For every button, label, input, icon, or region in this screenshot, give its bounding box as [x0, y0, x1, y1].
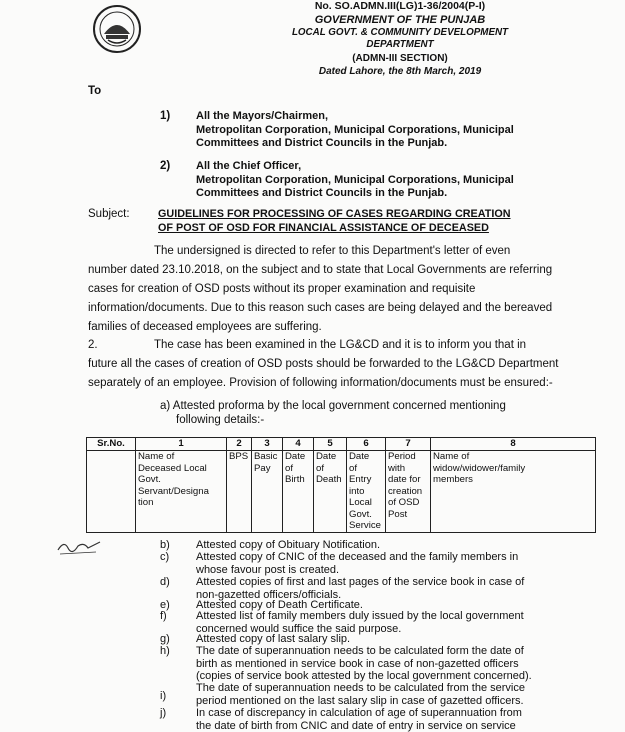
subject-text: GUIDELINES FOR PROCESSING OF CASES REGARDING CREATION OF POST OF OSD FOR FINANCIAL ASSISTANCE OF DECEASED	[158, 208, 511, 234]
item-f: Attested list of family members duly issued by the local government concerned would suffice the said purpose.	[196, 610, 524, 635]
item-d: Attested copies of first and last pages of the service book in case of non-gazetted officers/officials.	[196, 576, 525, 601]
addressee-2-number: 2)	[160, 160, 171, 172]
item-h-continued: The date of superannuation needs to be calculated from the service period mentioned on the last salary slip in case of gazetted officers.	[196, 682, 525, 707]
table-header-cell: 1	[136, 438, 227, 451]
subject-label: Subject:	[88, 208, 130, 220]
item-b-label: b)	[160, 539, 170, 551]
item-g-label: g)	[160, 633, 170, 645]
table-header-cell: 7	[386, 438, 431, 451]
date-line: Dated Lahore, the 8th March, 2019	[318, 66, 482, 77]
department-line-1: LOCAL GOVT. & COMMUNITY DEVELOPMENT	[291, 27, 509, 38]
paragraph-2-number: 2.	[88, 339, 98, 351]
table-header-row	[87, 438, 596, 451]
item-c-label: c)	[160, 551, 170, 563]
department-line-2: DEPARTMENT	[366, 39, 434, 50]
handwritten-signature	[56, 536, 102, 556]
item-j-label: j)	[160, 707, 167, 719]
item-g: Attested copy of last salary slip.	[196, 633, 351, 645]
table-cell: Date of Entry into Local Govt. Service	[347, 451, 386, 533]
table-header-cell: 6	[347, 438, 386, 451]
details-table	[86, 437, 596, 533]
reference-number: No. SO.ADMN.III(LG)1-36/2004(P-I)	[314, 0, 486, 12]
item-i-label: i)	[160, 690, 167, 702]
item-b: Attested copy of Obituary Notification.	[196, 539, 381, 551]
table-cell: Basic Pay	[252, 451, 283, 533]
government-title: GOVERNMENT OF THE PUNJAB	[314, 14, 486, 26]
item-d-label: d)	[160, 576, 170, 588]
table-row	[87, 451, 596, 533]
to-label: To	[88, 85, 102, 97]
item-h: The date of superannuation needs to be calculated form the date of birth as mentioned in service book in case of non-gazetted officers (copies of service book attested by the local government concerned).	[196, 645, 532, 682]
table-header-cell: 3	[252, 438, 283, 451]
item-f-label: f)	[160, 610, 167, 622]
section-name: (ADMN-III SECTION)	[352, 53, 448, 64]
punjab-government-logo	[92, 4, 142, 54]
table-header-cell: 8	[431, 438, 596, 451]
paragraph-1: The undersigned is directed to refer to this Department's letter of even number dated 23.10.2018, on the subject and to state that Local Governments are referring cases for creation of OSD posts without its proper examination and requisite information/documents. Due to this reason such cases are being delayed and the bereaved families of deceased employees are suffering.	[88, 245, 553, 333]
table-header-cell: 2	[227, 438, 252, 451]
table-cell: Date of Birth	[283, 451, 314, 533]
table-cell: Name of Deceased Local Govt. Servant/Designa tion	[136, 451, 227, 533]
table-header-cell: 4	[283, 438, 314, 451]
table-cell: Name of widow/widower/family members	[431, 451, 596, 533]
paragraph-2: The case has been examined in the LG&CD and it is to inform you that in future all the cases of creation of OSD posts should be forwarded to the LG&CD Department separately of an employee. Provision of following information/documents must be ensured:-	[88, 339, 559, 389]
addressee-1-number: 1)	[160, 110, 171, 122]
item-h-label: h)	[160, 645, 170, 657]
table-header-cell: Sr.No.	[87, 438, 136, 451]
table-cell: BPS	[227, 451, 252, 533]
item-c: Attested copy of CNIC of the deceased and the family members in whose favour post is created.	[196, 551, 519, 576]
item-e: Attested copy of Death Certificate.	[196, 599, 363, 611]
addressee-2: All the Chief Officer, Metropolitan Corporation, Municipal Corporations, Municipal Committees and District Councils in the Punjab.	[196, 160, 514, 199]
item-e-label: e)	[160, 599, 170, 611]
table-cell	[87, 451, 136, 533]
table-header-cell: 5	[314, 438, 347, 451]
addressee-1: All the Mayors/Chairmen, Metropolitan Corporation, Municipal Corporations, Municipal Committees and District Councils in the Punjab.	[196, 110, 514, 149]
item-j: In case of discrepancy in calculation of age of superannuation from the date of birth from CNIC and date of entry in service on service	[196, 707, 522, 732]
table-cell: Date of Death	[314, 451, 347, 533]
item-a: a) Attested proforma by the local government concerned mentioning following details:-	[160, 400, 506, 426]
table-cell: Period with date for creation of OSD Post	[386, 451, 431, 533]
